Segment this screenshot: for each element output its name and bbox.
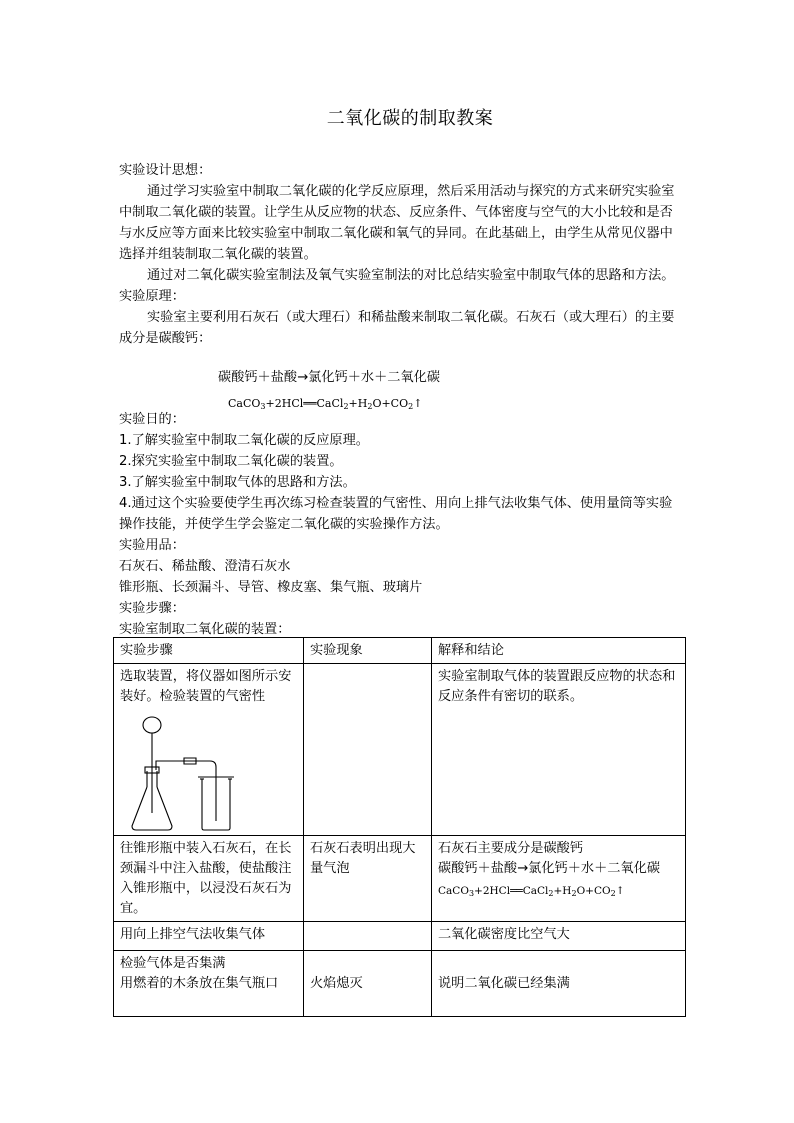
- row4-phenomenon-text: 火焰熄灭: [310, 976, 363, 991]
- eq-h2o: +H: [348, 397, 368, 410]
- delivery-tube: [156, 761, 216, 821]
- eq-sub-2b: 2: [571, 889, 577, 898]
- purpose-item: 2.探究实验室中制取二氧化碳的装置。: [119, 454, 343, 469]
- eq-cacl: CaCl: [316, 397, 344, 410]
- design-heading: 实验设计思想：: [119, 163, 212, 178]
- purpose-item: 3.了解实验室中制取气体的思路和方法。: [119, 475, 356, 490]
- purpose-heading: 实验日的：: [119, 412, 185, 427]
- row3-phenomenon-cell: [304, 922, 432, 951]
- eq-h2o: +H: [553, 885, 572, 897]
- row2-conclusion-line1: 石灰石主要成分是碳酸钙: [438, 841, 584, 856]
- eq-caco: CaCO: [438, 885, 469, 897]
- word-equation: 碳酸钙＋盐酸→氯化钙＋水＋二氧化碳: [218, 370, 441, 385]
- eq-sub-3: 3: [260, 402, 266, 411]
- row4-step-line1: 检验气体是否集满: [120, 956, 226, 971]
- eq-hcl: +2HCl: [265, 397, 304, 410]
- row3-step-cell: 用向上排空气法收集气体: [114, 922, 304, 951]
- eq-sub-2c: 2: [408, 402, 414, 411]
- row4-step-cell: [114, 951, 304, 1017]
- eq-arrow: ══: [510, 885, 523, 897]
- materials-chemicals: 石灰石、稀盐酸、澄清石灰水: [119, 559, 291, 574]
- eq-sub-2c: 2: [610, 889, 616, 898]
- row4-phenomenon-cell: [304, 951, 432, 1017]
- row4-conclusion-cell: [432, 951, 686, 1017]
- body-text-block-2: [119, 409, 679, 640]
- page-title: 二氧化碳的制取教案: [326, 108, 494, 129]
- eq-sub-3: 3: [468, 889, 475, 898]
- row2-step-cell: 往锥形瓶中装入石灰石，在长颈漏斗中注入盐酸，使盐酸注入锥形瓶中，以浸没石灰石为宜。: [114, 836, 304, 922]
- row4-step-line2: 用燃着的木条放在集气瓶口: [120, 976, 279, 991]
- eq-hcl: +2HCl: [474, 885, 511, 897]
- eq-caco: CaCO: [228, 397, 261, 410]
- header-step: 实验步骤: [114, 638, 304, 664]
- principle-heading: 实验原理：: [119, 289, 185, 304]
- purpose-item: 4.通过这个实验要使学生再次练习检查装置的气密性、用向上排气法收集气体、使用量筒等实验操作技能，并使学生学会鉴定二氧化碳的实验操作方法。: [119, 496, 673, 532]
- materials-heading: 实验用品：: [119, 538, 185, 553]
- eq-sub-2a: 2: [343, 402, 349, 411]
- row2-phenomenon-cell: 石灰石表明出现大量气泡: [304, 836, 432, 922]
- row3-conclusion-cell: 二氧化碳密度比空气大: [432, 922, 686, 951]
- eq-sub-2b: 2: [367, 402, 373, 411]
- row1-conclusion-cell: 实验室制取气体的装置跟反应物的状态和反应条件有密切的联系。: [432, 664, 686, 836]
- table-row: [114, 922, 686, 951]
- row2-chemical-equation: [438, 883, 679, 899]
- eq-arrow: ══: [303, 397, 317, 410]
- table-caption: 实验室制取二氧化碳的装置：: [119, 622, 291, 637]
- eq-sub-2a: 2: [548, 889, 554, 898]
- header-phenomenon: 实验现象: [304, 638, 432, 664]
- steps-heading: 实验步骤：: [119, 601, 185, 616]
- table-row: [114, 664, 686, 836]
- row1-step-text: 选取装置，将仪器如图所示安装好。检验装置的气密性: [120, 669, 292, 704]
- body-text-block: [119, 160, 679, 349]
- apparatus-diagram: [120, 713, 240, 833]
- row2-conclusion-cell: [432, 836, 686, 922]
- eq-up-arrow: ↑: [615, 885, 625, 897]
- row1-step-cell: [114, 664, 304, 836]
- design-paragraph-1: 通过学习实验室中制取二氧化碳的化学反应原理，然后采用活动与探究的方式来研究实验室中制取二氧化碳的装置。让学生从反应物的状态、反应条件、气体密度与空气的大小比较和是否与水反应等方面来比较实验室中制取二氧化碳和氧气的异同。在此基础上，由学生从常见仪器中选择并组装制取二氧化碳的装置。: [119, 184, 675, 262]
- eq-co: O+CO: [576, 885, 611, 897]
- eq-cacl: CaCl: [522, 885, 549, 897]
- eq-up-arrow: ↑: [413, 397, 423, 410]
- purpose-item: 1.了解实验室中制取二氧化碳的反应原理。: [119, 433, 369, 448]
- principle-paragraph: 实验室主要利用石灰石（或大理石）和稀盐酸来制取二氧化碳。石灰石（或大理石）的主要成分是碳酸钙：: [119, 310, 675, 346]
- steps-table: [113, 637, 686, 1017]
- table-row: [114, 836, 686, 922]
- table-header-row: [114, 638, 686, 664]
- table-row: [114, 951, 686, 1017]
- materials-apparatus: 锥形瓶、长颈漏斗、导管、橡皮塞、集气瓶、玻璃片: [119, 580, 423, 595]
- eq-co: O+CO: [372, 397, 409, 410]
- row1-phenomenon-cell: [304, 664, 432, 836]
- row4-conclusion-text: 说明二氧化碳已经集满: [438, 976, 570, 991]
- header-conclusion: 解释和结论: [432, 638, 686, 664]
- design-paragraph-2: 通过对二氧化碳实验室制法及氧气实验室制法的对比总结实验室中制取气体的思路和方法。: [147, 268, 675, 283]
- funnel-bulb: [143, 717, 161, 733]
- row2-conclusion-line2: 碳酸钙＋盐酸→氯化钙＋水＋二氧化碳: [438, 861, 661, 876]
